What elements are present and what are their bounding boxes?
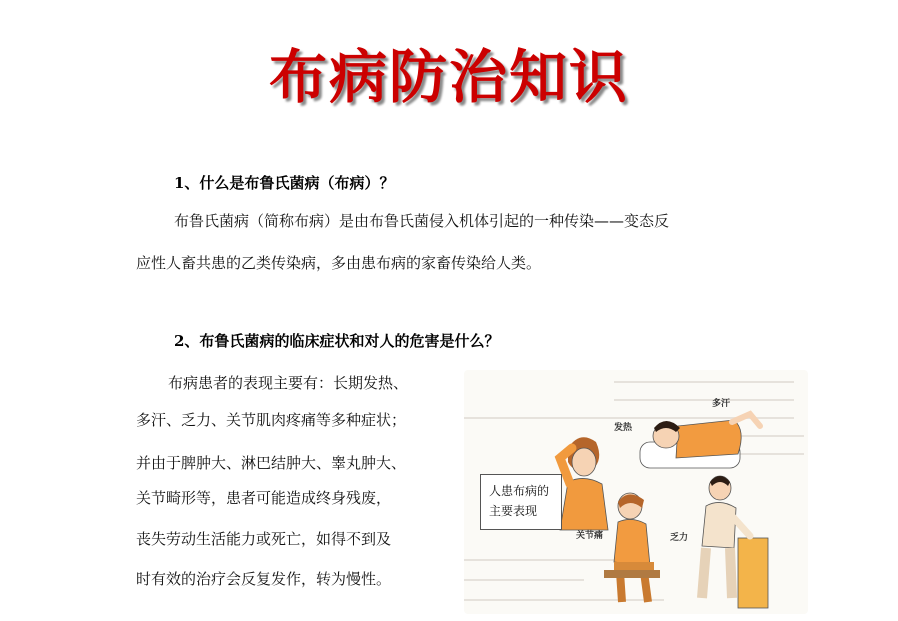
caption-line1: 人患布病的 [489,484,550,498]
section2-heading: 2、布鲁氏菌病的临床症状和对人的危害是什么？ [174,332,500,350]
section1-paragraph-line2: 应性人畜共患的乙类传染病，多由患布病的家畜传染给人类。 [136,254,542,272]
symptoms-illustration [464,370,808,614]
label-fatigue: 乏力 [670,533,689,543]
fever-figure [560,437,608,530]
label-sweat: 多汗 [712,399,731,409]
label-joint: 关节痛 [576,531,604,541]
section2-line-4: 关节畸形等，患者可能造成终身残废， [136,489,392,507]
sweating-figure [640,414,760,468]
section2-line-6: 时有效的治疗会反复发作，转为慢性。 [136,570,392,588]
section2-line-3: 并由于脾肿大、淋巴结肿大、睾丸肿大、 [136,454,407,472]
section1-heading: 1、什么是布鲁氏菌病（布病）？ [174,174,395,192]
joint-pain-figure [604,493,660,602]
section2-line-1: 布病患者的表现主要有：长期发热、 [168,374,409,392]
section2-line-5: 丧失劳动生活能力或死亡，如得不到及 [136,530,392,548]
label-fever: 发热 [614,423,633,433]
section1-paragraph-line1: 布鲁氏菌病（简称布病）是由布鲁氏菌侵入机体引起的一种传染——变态反 [174,212,670,230]
symptoms-caption-box [480,474,562,530]
fatigue-figure [702,476,768,608]
page-title: 布病防治知识 [268,43,629,111]
section2-line-2: 多汗、乏力、关节肌肉疼痛等多种症状； [136,411,407,429]
caption-line2: 主要表现 [489,504,538,518]
